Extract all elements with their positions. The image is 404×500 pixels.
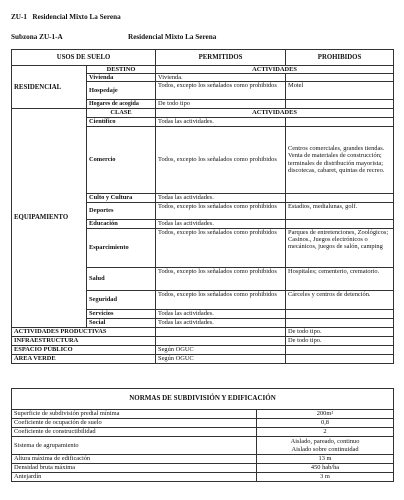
row-prohibidos: De todo tipo.: [286, 336, 394, 345]
row-permitidos: Todos, excepto los señalados como prohibidos: [156, 126, 286, 193]
row-permitidos: Todos, excepto los señalados como prohibidos: [156, 290, 286, 309]
norm-label: Superficie de subdivisión predial mínima: [12, 410, 257, 419]
table-row: [12, 410, 394, 419]
row-name: ÁREA VERDE: [12, 354, 156, 363]
row-prohibidos: Estadios, medialunas, golf.: [286, 202, 394, 219]
table-row: [12, 455, 394, 464]
row-prohibidos: [286, 219, 394, 228]
row-permitidos: [156, 327, 286, 336]
row-name: ESPACIO PÚBLICO: [12, 345, 156, 354]
equipamiento-subheader: [12, 109, 394, 117]
uses-table: [11, 49, 394, 364]
row-name: ACTIVIDADES PRODUCTIVAS: [12, 327, 156, 336]
table-row: [12, 473, 394, 482]
subzone-title: [11, 33, 63, 41]
row-name: Comercio: [87, 126, 156, 193]
row-name: Seguridad: [87, 290, 156, 309]
table-row: [12, 327, 394, 336]
row-permitidos: Todas las actividades.: [156, 117, 286, 126]
destino-header: DESTINO: [87, 66, 156, 74]
row-prohibidos: [286, 74, 394, 82]
zone-name: Residencial Mixto La Serena: [32, 13, 121, 21]
norm-value: 450 hab/ha: [257, 464, 394, 473]
table-row: [12, 437, 394, 455]
row-permitidos: Según OGUC: [156, 354, 286, 363]
norm-value: 3 m: [257, 473, 394, 482]
actividades-header: ACTIVIDADES: [156, 109, 394, 117]
zone-title: [11, 13, 121, 21]
row-permitidos: Todas las actividades.: [156, 309, 286, 318]
row-name: Deportes: [87, 202, 156, 219]
row-permitidos: [156, 336, 286, 345]
row-prohibidos: [286, 345, 394, 354]
row-prohibidos: Parques de entretenciones, Zoológicos; Casinos., Juegos electrónicos o mecánicos, juegos de salón, camping: [286, 228, 394, 267]
table-row: [12, 419, 394, 428]
row-prohibidos: [286, 354, 394, 363]
zone-code: ZU-1: [11, 13, 27, 21]
row-name: Educación: [87, 219, 156, 228]
row-permitidos: Según OGUC: [156, 345, 286, 354]
row-permitidos: Vivienda.: [156, 74, 286, 82]
norm-value: 200m²: [257, 410, 394, 419]
subzone-code: Subzona ZU-1-A: [11, 33, 63, 41]
row-prohibidos: [286, 100, 394, 109]
row-name: Hogares de acogida: [87, 100, 156, 109]
norm-label: Coeficiente de constructibilidad: [12, 428, 257, 437]
norm-label: Sistema de agrupamiento: [12, 437, 257, 455]
actividades-header: ACTIVIDADES: [156, 66, 394, 74]
row-name: Social: [87, 318, 156, 327]
row-name: INFRAESTRUCTURA: [12, 336, 156, 345]
row-name: Servicios: [87, 309, 156, 318]
row-name: Esparcimiento: [87, 228, 156, 267]
norms-title: NORMAS DE SUBDIVISIÓN Y EDIFICACIÓN: [12, 389, 394, 410]
col-prohibidos-header: PROHIBIDOS: [286, 50, 394, 66]
norm-value: 2: [257, 428, 394, 437]
row-prohibidos: Motel: [286, 82, 394, 100]
norm-label: Coeficiente de ocupación de suelo: [12, 419, 257, 428]
norm-label: Antejardín: [12, 473, 257, 482]
norm-label: Densidad bruta máxima: [12, 464, 257, 473]
table-row: [12, 336, 394, 345]
row-permitidos: Todas las actividades.: [156, 193, 286, 202]
row-permitidos: Todas las actividades.: [156, 219, 286, 228]
col-permitidos-header: PERMITIDOS: [156, 50, 286, 66]
norm-value: 13 m: [257, 455, 394, 464]
row-prohibidos: De todo tipo.: [286, 327, 394, 336]
col-usos-header: USOS DE SUELO: [12, 50, 156, 66]
row-prohibidos: [286, 309, 394, 318]
norm-value-line-2: Aislado sobre continuidad: [291, 445, 359, 453]
row-permitidos: Todos, excepto los señalados como prohibidos: [156, 82, 286, 100]
table-row: [12, 428, 394, 437]
residencial-subheader: [12, 66, 394, 74]
uses-table-header: [12, 50, 394, 66]
category-residencial: RESIDENCIAL: [12, 66, 87, 109]
norm-value: [257, 437, 394, 455]
row-permitidos: Todas las actividades.: [156, 318, 286, 327]
row-name: Científico: [87, 117, 156, 126]
row-permitidos: Todos, excepto los señalados como prohibidos: [156, 228, 286, 267]
row-name: Culto y Cultura: [87, 193, 156, 202]
row-prohibidos: Cárceles y centros de detención.: [286, 290, 394, 309]
row-name: Vivienda: [87, 74, 156, 82]
subzone-name: Residencial Mixto La Serena: [128, 33, 217, 41]
row-prohibidos: [286, 318, 394, 327]
row-name: Hospedaje: [87, 82, 156, 100]
norms-table: [11, 388, 394, 482]
table-row: [12, 464, 394, 473]
table-row: [12, 354, 394, 363]
row-name: Salud: [87, 267, 156, 290]
row-prohibidos: [286, 117, 394, 126]
clase-header: CLASE: [87, 109, 156, 117]
row-permitidos: Todos, excepto los señalados como prohibidos: [156, 202, 286, 219]
category-equipamiento: EQUIPAMIENTO: [12, 109, 87, 327]
table-row: [12, 345, 394, 354]
norm-label: Altura máxima de edificación: [12, 455, 257, 464]
row-prohibidos: Centros comerciales, grandes tiendas. Venta de materiales de construcción; terminales de distribución mayorista; discotecas, cabaret, quintas de recreo.: [286, 126, 394, 193]
row-prohibidos: [286, 193, 394, 202]
row-permitidos: De todo tipo: [156, 100, 286, 109]
norm-value: 0,8: [257, 419, 394, 428]
row-prohibidos: Hospitales; cementerio, crematorio.: [286, 267, 394, 290]
row-permitidos: Todos, excepto los señalados como prohibidos: [156, 267, 286, 290]
norm-value-line-1: Aislado, pareado, continuo: [290, 438, 360, 446]
norms-title-row: [12, 389, 394, 410]
